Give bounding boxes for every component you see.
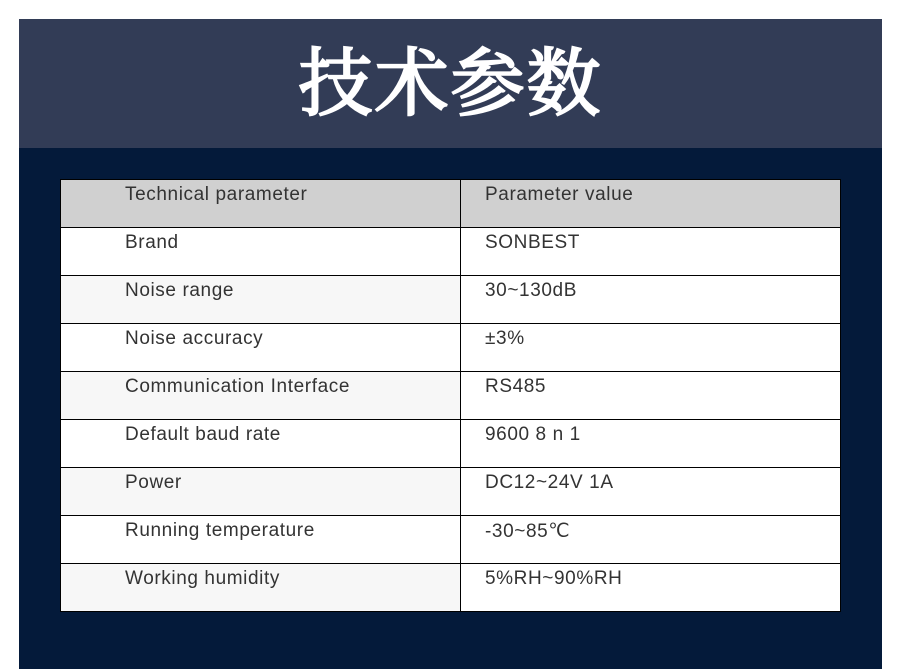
table-row: [61, 372, 841, 420]
value-cell: -30~85℃: [461, 516, 841, 564]
spec-panel: [19, 19, 882, 669]
value-cell: RS485: [461, 372, 841, 420]
parameter-cell: Working humidity: [61, 564, 461, 612]
table-row: [61, 468, 841, 516]
parameter-cell: Noise range: [61, 276, 461, 324]
table-header-row: [61, 180, 841, 228]
table-row: [61, 276, 841, 324]
spec-table: [60, 179, 841, 612]
parameter-cell: Default baud rate: [61, 420, 461, 468]
value-cell: 9600 8 n 1: [461, 420, 841, 468]
value-cell: ±3%: [461, 324, 841, 372]
value-cell: 5%RH~90%RH: [461, 564, 841, 612]
parameter-cell: Brand: [61, 228, 461, 276]
parameter-cell: Power: [61, 468, 461, 516]
parameter-cell: Noise accuracy: [61, 324, 461, 372]
title-banner: [19, 19, 882, 148]
value-cell: SONBEST: [461, 228, 841, 276]
column-header-parameter: Technical parameter: [61, 180, 461, 228]
value-cell: 30~130dB: [461, 276, 841, 324]
value-cell: DC12~24V 1A: [461, 468, 841, 516]
page-title: 技术参数: [298, 41, 603, 127]
table-row: [61, 564, 841, 612]
table-row: [61, 228, 841, 276]
parameter-cell: Communication Interface: [61, 372, 461, 420]
column-header-value: Parameter value: [461, 180, 841, 228]
table-row: [61, 420, 841, 468]
table-row: [61, 516, 841, 564]
parameter-cell: Running temperature: [61, 516, 461, 564]
table-row: [61, 324, 841, 372]
